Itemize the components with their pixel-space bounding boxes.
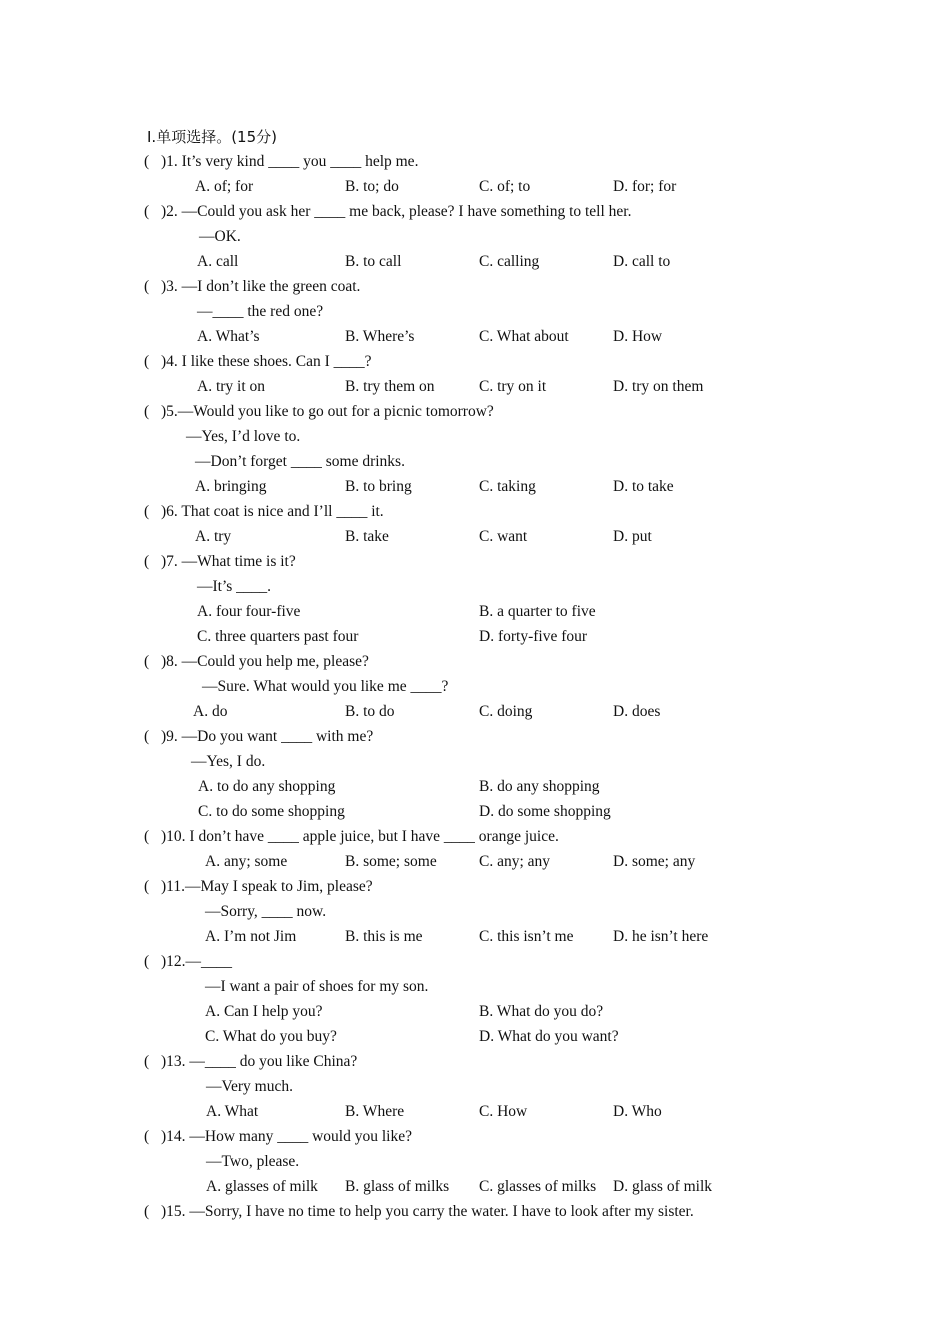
answer-option: A. four four-five bbox=[197, 603, 301, 620]
answer-option: B. a quarter to five bbox=[479, 603, 596, 620]
answer-option: A. do bbox=[193, 703, 228, 720]
answer-option: D. Who bbox=[613, 1103, 662, 1120]
question-stem: )4. I like these shoes. Can I ____? bbox=[161, 353, 372, 370]
dialog-line: —Two, please. bbox=[206, 1153, 300, 1170]
answer-bracket[interactable]: ( bbox=[144, 1128, 150, 1145]
answer-option: A. call bbox=[197, 253, 239, 270]
answer-option: B. to call bbox=[345, 253, 402, 270]
answer-option: B. to do bbox=[345, 703, 395, 720]
answer-option: D. What do you want? bbox=[479, 1028, 619, 1045]
answer-option: D. does bbox=[613, 703, 661, 720]
answer-bracket[interactable]: ( bbox=[144, 503, 150, 520]
answer-bracket[interactable]: ( bbox=[144, 1053, 150, 1070]
answer-bracket[interactable]: ( bbox=[144, 953, 150, 970]
answer-option: C. calling bbox=[479, 253, 540, 270]
answer-option: B. to; do bbox=[345, 178, 399, 195]
answer-option: D. try on them bbox=[613, 378, 704, 395]
answer-option: D. he isn’t here bbox=[613, 928, 709, 945]
answer-bracket[interactable]: ( bbox=[144, 203, 150, 220]
dialog-line: —I want a pair of shoes for my son. bbox=[205, 978, 429, 995]
answer-option: A. to do any shopping bbox=[198, 778, 336, 795]
answer-option: C. taking bbox=[479, 478, 536, 495]
answer-option: A. of; for bbox=[195, 178, 254, 195]
question-stem: )6. That coat is nice and I’ll ____ it. bbox=[161, 503, 384, 520]
answer-option: B. Where’s bbox=[345, 328, 415, 345]
answer-option: D. glass of milk bbox=[613, 1178, 713, 1195]
answer-option: A. Can I help you? bbox=[205, 1003, 323, 1020]
answer-bracket[interactable]: ( bbox=[144, 878, 150, 895]
answer-option: A. try it on bbox=[197, 378, 266, 395]
answer-option: A. any; some bbox=[205, 853, 288, 870]
answer-option: D. forty-five four bbox=[479, 628, 588, 645]
answer-option: C. this isn’t me bbox=[479, 928, 574, 945]
answer-option: B. to bring bbox=[345, 478, 412, 495]
answer-option: D. How bbox=[613, 328, 663, 345]
answer-bracket[interactable]: ( bbox=[144, 728, 150, 745]
answer-option: A. I’m not Jim bbox=[205, 928, 297, 945]
answer-option: B. try them on bbox=[345, 378, 435, 395]
answer-option: C. How bbox=[479, 1103, 528, 1120]
answer-option: D. some; any bbox=[613, 853, 696, 870]
answer-option: C. What do you buy? bbox=[205, 1028, 337, 1045]
dialog-line: —Very much. bbox=[206, 1078, 293, 1095]
answer-option: B. this is me bbox=[345, 928, 423, 945]
question-stem: )2. —Could you ask her ____ me back, please? I have something to tell her. bbox=[161, 203, 632, 220]
question-stem: )11.—May I speak to Jim, please? bbox=[161, 878, 373, 895]
answer-option: A. What’s bbox=[197, 328, 260, 345]
answer-option: B. glass of milks bbox=[345, 1178, 450, 1195]
answer-bracket[interactable]: ( bbox=[144, 153, 150, 170]
answer-option: B. some; some bbox=[345, 853, 437, 870]
answer-option: A. What bbox=[206, 1103, 259, 1120]
dialog-line: —Yes, I’d love to. bbox=[186, 428, 301, 445]
answer-option: C. of; to bbox=[479, 178, 531, 195]
answer-option: C. any; any bbox=[479, 853, 551, 870]
answer-option: C. doing bbox=[479, 703, 533, 720]
answer-bracket[interactable]: ( bbox=[144, 1203, 150, 1220]
answer-option: D. to take bbox=[613, 478, 674, 495]
answer-option: C. glasses of milks bbox=[479, 1178, 597, 1195]
answer-option: D. call to bbox=[613, 253, 671, 270]
answer-option: C. three quarters past four bbox=[197, 628, 359, 645]
answer-option: A. glasses of milk bbox=[206, 1178, 318, 1195]
answer-option: B. take bbox=[345, 528, 389, 545]
dialog-line: —____ the red one? bbox=[197, 303, 324, 320]
question-stem: )9. —Do you want ____ with me? bbox=[161, 728, 374, 745]
question-stem: )5.—Would you like to go out for a picnic tomorrow? bbox=[161, 403, 494, 420]
answer-bracket[interactable]: ( bbox=[144, 278, 150, 295]
answer-option: C. try on it bbox=[479, 378, 547, 395]
answer-option: C. to do some shopping bbox=[198, 803, 345, 820]
section-heading: Ⅰ.单项选择。(15分) bbox=[147, 128, 277, 146]
question-stem: )1. It’s very kind ____ you ____ help me. bbox=[161, 153, 419, 170]
dialog-line: —Don’t forget ____ some drinks. bbox=[195, 453, 405, 470]
dialog-line: —Sorry, ____ now. bbox=[205, 903, 327, 920]
question-stem: )15. —Sorry, I have no time to help you carry the water. I have to look after my sister. bbox=[161, 1203, 694, 1220]
answer-option: B. What do you do? bbox=[479, 1003, 604, 1020]
dialog-line: —Sure. What would you like me ____? bbox=[202, 678, 449, 695]
answer-option: C. want bbox=[479, 528, 528, 545]
answer-bracket[interactable]: ( bbox=[144, 653, 150, 670]
answer-bracket[interactable]: ( bbox=[144, 403, 150, 420]
answer-option: D. put bbox=[613, 528, 652, 545]
answer-option: A. try bbox=[195, 528, 232, 545]
answer-option: D. do some shopping bbox=[479, 803, 611, 820]
question-stem: )3. —I don’t like the green coat. bbox=[161, 278, 361, 295]
answer-option: D. for; for bbox=[613, 178, 677, 195]
answer-bracket[interactable]: ( bbox=[144, 828, 150, 845]
question-stem: )13. —____ do you like China? bbox=[161, 1053, 358, 1070]
answer-option: A. bringing bbox=[195, 478, 267, 495]
question-stem: )7. —What time is it? bbox=[161, 553, 296, 570]
dialog-line: —It’s ____. bbox=[197, 578, 272, 595]
question-stem: )14. —How many ____ would you like? bbox=[161, 1128, 412, 1145]
question-stem: )12.—____ bbox=[161, 953, 233, 970]
question-stem: )10. I don’t have ____ apple juice, but I have ____ orange juice. bbox=[161, 828, 559, 845]
answer-option: B. Where bbox=[345, 1103, 405, 1120]
answer-option: C. What about bbox=[479, 328, 569, 345]
question-stem: )8. —Could you help me, please? bbox=[161, 653, 369, 670]
dialog-line: —Yes, I do. bbox=[191, 753, 266, 770]
answer-option: B. do any shopping bbox=[479, 778, 600, 795]
dialog-line: —OK. bbox=[199, 228, 241, 245]
answer-bracket[interactable]: ( bbox=[144, 353, 150, 370]
answer-bracket[interactable]: ( bbox=[144, 553, 150, 570]
